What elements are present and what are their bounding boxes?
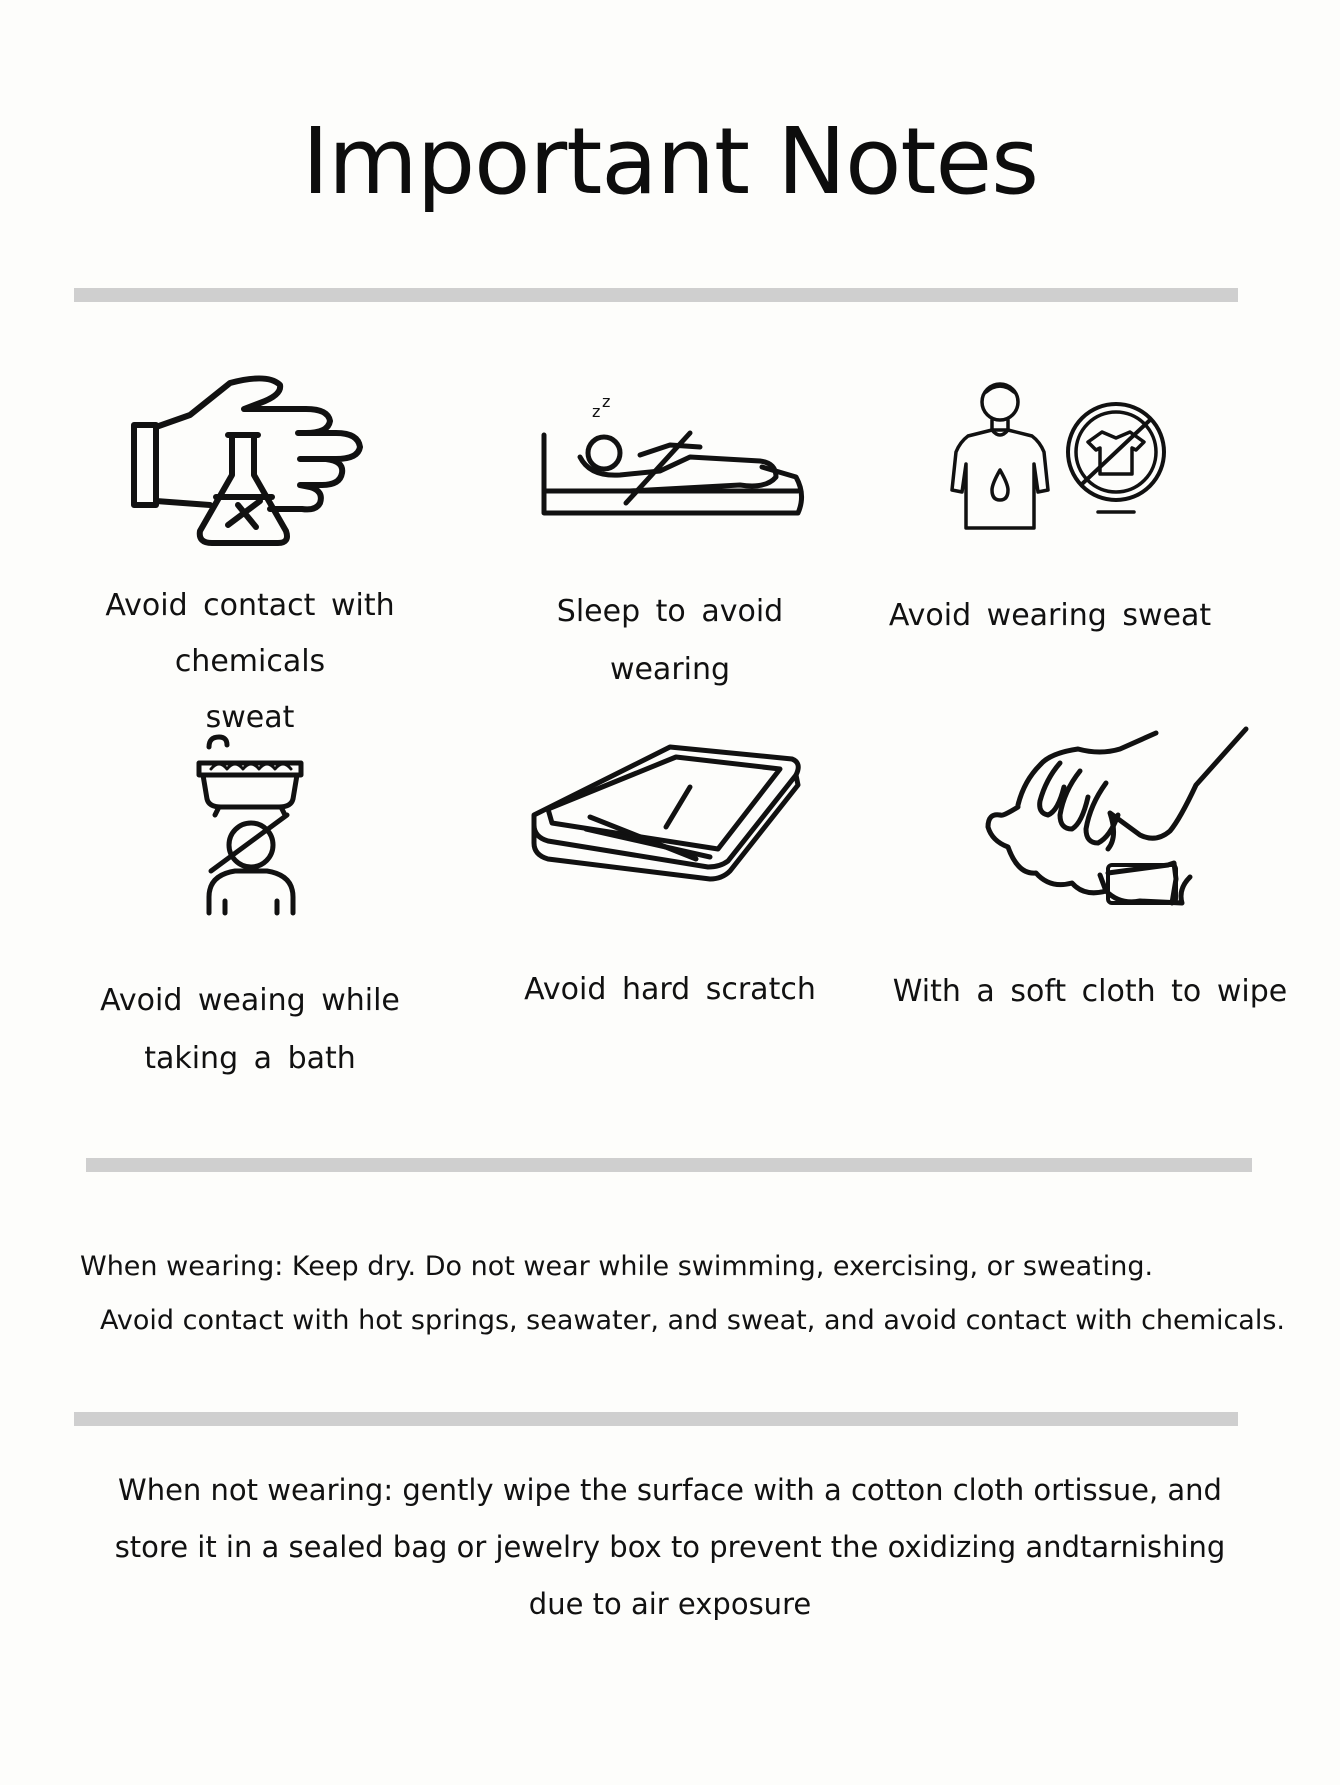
divider-bottom (74, 1412, 1238, 1426)
caption-line: Avoid contact with chemicals (105, 588, 395, 679)
caption-line: With a soft cloth to wipe (892, 974, 1288, 1009)
caption-line: Avoid wearing sweat (888, 598, 1212, 633)
hand-chemical-icon (120, 375, 380, 555)
note-line: When wearing: Keep dry. Do not wear while swimming, exercising, or sweating. (80, 1251, 1154, 1282)
svg-text:z: z (602, 392, 611, 411)
svg-text:z: z (592, 402, 601, 421)
sleeping-person-icon (540, 392, 805, 520)
note-line: store it in a sealed bag or jewelry box to prevent the oxidizing andtarnishing (114, 1530, 1226, 1564)
note-line: due to air exposure (528, 1587, 812, 1621)
hand-cloth-icon (960, 725, 1250, 910)
divider-middle (86, 1158, 1252, 1172)
sweat-person-icon (948, 380, 1178, 530)
caption-line: Sleep to avoid (556, 594, 784, 629)
caption-sweat (870, 588, 1230, 644)
bath-person-icon (195, 735, 305, 917)
note-line: Avoid contact with hot springs, seawater, and sweat, and avoid contact with chemicals. (100, 1305, 1285, 1336)
caption-line: Avoid weaing while (100, 983, 400, 1018)
note-wearing (80, 1240, 1320, 1348)
caption-line: taking a bath (144, 1041, 356, 1076)
caption-cloth (860, 964, 1320, 1020)
caption-scratch (500, 962, 840, 1018)
caption-bath (70, 972, 430, 1088)
caption-line: Avoid hard scratch (524, 972, 816, 1007)
caption-chemicals (30, 578, 470, 746)
note-line: When not wearing: gently wipe the surface with a cotton cloth ortissue, and (118, 1473, 1222, 1507)
page-title: Important Notes (301, 108, 1039, 215)
tablet-scratch-icon (530, 745, 805, 880)
note-not-wearing (90, 1462, 1250, 1633)
caption-line: sweat (205, 700, 295, 735)
caption-sleep (510, 583, 830, 699)
divider-top (74, 288, 1238, 302)
caption-line: wearing (609, 652, 731, 687)
